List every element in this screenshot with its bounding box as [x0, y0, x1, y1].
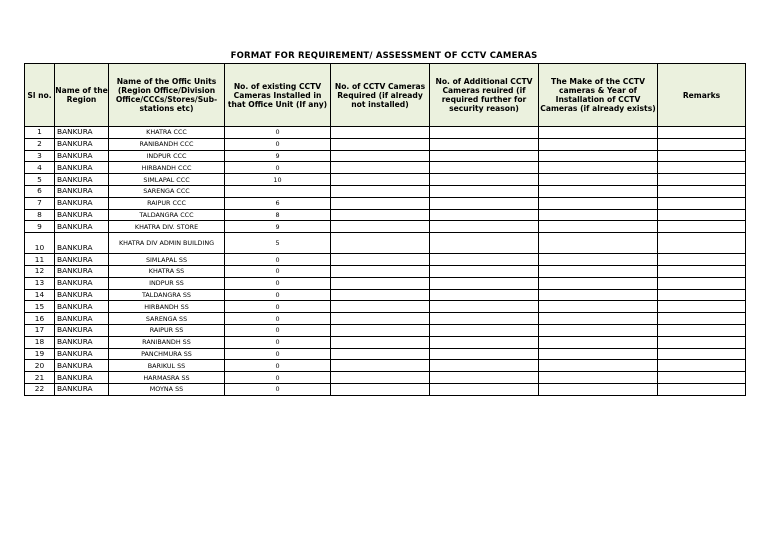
cell-region-name: BANKURA	[55, 127, 109, 139]
cell-office-unit: RAIPUR SS	[109, 324, 225, 336]
cell-existing-cameras: 0	[225, 277, 331, 289]
header-make-year: The Make of the CCTV cameras & Year of Installation of CCTV Cameras (if already exists)	[539, 64, 658, 127]
cell-make-year	[539, 336, 658, 348]
cell-region-name: BANKURA	[55, 372, 109, 384]
cell-required-cameras	[331, 348, 430, 360]
cell-required-cameras	[331, 221, 430, 233]
cell-additional-cameras	[430, 162, 539, 174]
table-row	[25, 162, 746, 174]
cell-existing-cameras: 0	[225, 348, 331, 360]
cell-sl-no: 17	[25, 324, 55, 336]
cell-region-name: BANKURA	[55, 221, 109, 233]
cell-remarks	[658, 277, 746, 289]
cell-region-name: BANKURA	[55, 348, 109, 360]
cell-region-name: BANKURA	[55, 233, 109, 254]
cell-make-year	[539, 254, 658, 266]
cell-additional-cameras	[430, 348, 539, 360]
cell-make-year	[539, 324, 658, 336]
cell-make-year	[539, 150, 658, 162]
cctv-requirement-table	[24, 63, 746, 396]
cell-sl-no: 21	[25, 372, 55, 384]
header-remarks: Remarks	[658, 64, 746, 127]
cell-office-unit: RANIBANDH CCC	[109, 138, 225, 150]
cell-office-unit: TALDANGRA CCC	[109, 209, 225, 221]
cell-existing-cameras: 0	[225, 127, 331, 139]
cell-required-cameras	[331, 336, 430, 348]
table-row	[25, 209, 746, 221]
cell-required-cameras	[331, 174, 430, 186]
cell-additional-cameras	[430, 233, 539, 254]
cell-remarks	[658, 138, 746, 150]
cell-region-name: BANKURA	[55, 265, 109, 277]
header-required-cameras: No. of CCTV Cameras Required (if already not installed)	[331, 64, 430, 127]
cell-sl-no: 4	[25, 162, 55, 174]
cell-existing-cameras	[225, 185, 331, 197]
cell-remarks	[658, 162, 746, 174]
cell-additional-cameras	[430, 336, 539, 348]
cell-office-unit: RANIBANDH SS	[109, 336, 225, 348]
cell-region-name: BANKURA	[55, 254, 109, 266]
cell-additional-cameras	[430, 221, 539, 233]
cell-required-cameras	[331, 138, 430, 150]
cell-required-cameras	[331, 301, 430, 313]
cell-additional-cameras	[430, 372, 539, 384]
cell-additional-cameras	[430, 277, 539, 289]
cell-additional-cameras	[430, 185, 539, 197]
cell-remarks	[658, 265, 746, 277]
cell-required-cameras	[331, 277, 430, 289]
cell-sl-no: 12	[25, 265, 55, 277]
cell-region-name: BANKURA	[55, 313, 109, 325]
cell-make-year	[539, 289, 658, 301]
cell-region-name: BANKURA	[55, 324, 109, 336]
cell-office-unit: HIRBANDH CCC	[109, 162, 225, 174]
cell-office-unit: BARIKUL SS	[109, 360, 225, 372]
cell-additional-cameras	[430, 324, 539, 336]
cell-existing-cameras: 0	[225, 254, 331, 266]
cell-additional-cameras	[430, 138, 539, 150]
cell-remarks	[658, 209, 746, 221]
table-row	[25, 301, 746, 313]
cell-additional-cameras	[430, 360, 539, 372]
cell-existing-cameras: 0	[225, 162, 331, 174]
table-row	[25, 324, 746, 336]
cell-sl-no: 13	[25, 277, 55, 289]
cell-remarks	[658, 313, 746, 325]
cell-required-cameras	[331, 209, 430, 221]
cell-additional-cameras	[430, 127, 539, 139]
cell-existing-cameras: 0	[225, 383, 331, 395]
cell-region-name: BANKURA	[55, 185, 109, 197]
cell-remarks	[658, 233, 746, 254]
table-row	[25, 197, 746, 209]
cell-make-year	[539, 197, 658, 209]
cell-office-unit: HIRBANDH SS	[109, 301, 225, 313]
cell-remarks	[658, 197, 746, 209]
cell-region-name: BANKURA	[55, 383, 109, 395]
cell-sl-no: 11	[25, 254, 55, 266]
cell-required-cameras	[331, 360, 430, 372]
table-row	[25, 336, 746, 348]
cell-make-year	[539, 233, 658, 254]
header-additional-cameras: No. of Additional CCTV Cameras reuired (if required further for security reason)	[430, 64, 539, 127]
cell-office-unit: SARENGA CCC	[109, 185, 225, 197]
cell-required-cameras	[331, 197, 430, 209]
cell-additional-cameras	[430, 383, 539, 395]
cell-region-name: BANKURA	[55, 162, 109, 174]
table-row	[25, 383, 746, 395]
cell-office-unit: TALDANGRA SS	[109, 289, 225, 301]
cell-sl-no: 1	[25, 127, 55, 139]
cell-sl-no: 18	[25, 336, 55, 348]
cell-region-name: BANKURA	[55, 301, 109, 313]
cell-required-cameras	[331, 162, 430, 174]
table-row	[25, 289, 746, 301]
cell-required-cameras	[331, 383, 430, 395]
cell-office-unit: SIMLAPAL SS	[109, 254, 225, 266]
cell-sl-no: 9	[25, 221, 55, 233]
cell-make-year	[539, 277, 658, 289]
cell-make-year	[539, 301, 658, 313]
header-office-unit: Name of the Offic Units (Region Office/Division Office/CCCs/Stores/Sub-stations etc)	[109, 64, 225, 127]
cell-required-cameras	[331, 233, 430, 254]
cell-existing-cameras: 6	[225, 197, 331, 209]
cell-sl-no: 6	[25, 185, 55, 197]
cell-additional-cameras	[430, 209, 539, 221]
cell-make-year	[539, 348, 658, 360]
cell-additional-cameras	[430, 197, 539, 209]
cell-region-name: BANKURA	[55, 174, 109, 186]
table-row	[25, 233, 746, 254]
cell-make-year	[539, 383, 658, 395]
cell-remarks	[658, 324, 746, 336]
document-title: FORMAT FOR REQUIREMENT/ ASSESSMENT OF CCTV CAMERAS	[230, 51, 538, 61]
cell-required-cameras	[331, 254, 430, 266]
cell-existing-cameras: 0	[225, 336, 331, 348]
cell-sl-no: 16	[25, 313, 55, 325]
cell-make-year	[539, 265, 658, 277]
cell-office-unit: KHATRA DIV. STORE	[109, 221, 225, 233]
cell-office-unit: PANCHMURA SS	[109, 348, 225, 360]
table-row	[25, 265, 746, 277]
cell-office-unit: INDPUR CCC	[109, 150, 225, 162]
table-row	[25, 372, 746, 384]
cell-make-year	[539, 185, 658, 197]
cell-region-name: BANKURA	[55, 197, 109, 209]
cell-region-name: BANKURA	[55, 336, 109, 348]
table-body	[25, 127, 746, 396]
cell-additional-cameras	[430, 265, 539, 277]
cell-make-year	[539, 313, 658, 325]
cell-remarks	[658, 383, 746, 395]
cell-sl-no: 15	[25, 301, 55, 313]
cell-remarks	[658, 174, 746, 186]
header-sl-no: Sl no.	[25, 64, 55, 127]
cell-office-unit: RAIPUR CCC	[109, 197, 225, 209]
cell-make-year	[539, 221, 658, 233]
cell-required-cameras	[331, 313, 430, 325]
cell-sl-no: 14	[25, 289, 55, 301]
cell-office-unit: SIMLAPAL CCC	[109, 174, 225, 186]
cell-office-unit: KHATRA CCC	[109, 127, 225, 139]
cell-additional-cameras	[430, 301, 539, 313]
cell-region-name: BANKURA	[55, 289, 109, 301]
cell-office-unit: HARMASRA SS	[109, 372, 225, 384]
table-row	[25, 277, 746, 289]
table-row	[25, 221, 746, 233]
cell-existing-cameras: 5	[225, 233, 331, 254]
cell-required-cameras	[331, 185, 430, 197]
cell-make-year	[539, 127, 658, 139]
table-row	[25, 360, 746, 372]
cell-sl-no: 5	[25, 174, 55, 186]
cell-sl-no: 19	[25, 348, 55, 360]
cell-additional-cameras	[430, 313, 539, 325]
cell-additional-cameras	[430, 150, 539, 162]
cell-sl-no: 22	[25, 383, 55, 395]
cell-sl-no: 7	[25, 197, 55, 209]
cell-remarks	[658, 372, 746, 384]
cell-make-year	[539, 360, 658, 372]
table-row	[25, 348, 746, 360]
table-row	[25, 127, 746, 139]
cell-make-year	[539, 209, 658, 221]
cell-required-cameras	[331, 150, 430, 162]
header-region-name: Name of the Region	[55, 64, 109, 127]
cell-existing-cameras: 0	[225, 289, 331, 301]
table-row	[25, 185, 746, 197]
cell-required-cameras	[331, 289, 430, 301]
cell-existing-cameras: 0	[225, 313, 331, 325]
cell-sl-no: 20	[25, 360, 55, 372]
cell-office-unit: SARENGA SS	[109, 313, 225, 325]
cell-existing-cameras: 0	[225, 138, 331, 150]
cell-existing-cameras: 0	[225, 372, 331, 384]
cell-required-cameras	[331, 127, 430, 139]
cell-existing-cameras: 10	[225, 174, 331, 186]
table-row	[25, 138, 746, 150]
cell-make-year	[539, 138, 658, 150]
cell-remarks	[658, 185, 746, 197]
cell-existing-cameras: 0	[225, 301, 331, 313]
cell-remarks	[658, 221, 746, 233]
cell-remarks	[658, 289, 746, 301]
table-row	[25, 174, 746, 186]
cell-make-year	[539, 372, 658, 384]
cell-remarks	[658, 254, 746, 266]
cell-region-name: BANKURA	[55, 277, 109, 289]
cell-region-name: BANKURA	[55, 209, 109, 221]
cell-additional-cameras	[430, 254, 539, 266]
cell-sl-no: 10	[25, 233, 55, 254]
cell-remarks	[658, 336, 746, 348]
cell-sl-no: 2	[25, 138, 55, 150]
cell-remarks	[658, 360, 746, 372]
cell-remarks	[658, 150, 746, 162]
cell-office-unit: KHATRA SS	[109, 265, 225, 277]
cell-office-unit: INDPUR SS	[109, 277, 225, 289]
table-header-row	[25, 64, 746, 127]
cell-existing-cameras: 8	[225, 209, 331, 221]
table-row	[25, 150, 746, 162]
cell-office-unit: MOYNA SS	[109, 383, 225, 395]
cell-remarks	[658, 127, 746, 139]
cell-region-name: BANKURA	[55, 360, 109, 372]
cell-existing-cameras: 0	[225, 324, 331, 336]
cell-remarks	[658, 301, 746, 313]
cell-additional-cameras	[430, 289, 539, 301]
table-row	[25, 254, 746, 266]
cell-required-cameras	[331, 265, 430, 277]
cell-office-unit: KHATRA DIV ADMIN BUILDING	[109, 233, 225, 254]
cell-existing-cameras: 0	[225, 265, 331, 277]
cell-sl-no: 3	[25, 150, 55, 162]
table-row	[25, 313, 746, 325]
cell-additional-cameras	[430, 174, 539, 186]
cell-required-cameras	[331, 324, 430, 336]
cell-existing-cameras: 9	[225, 150, 331, 162]
cell-remarks	[658, 348, 746, 360]
cell-required-cameras	[331, 372, 430, 384]
header-existing-cameras: No. of existing CCTV Cameras Installed in that Office Unit (If any)	[225, 64, 331, 127]
cell-existing-cameras: 0	[225, 360, 331, 372]
cell-sl-no: 8	[25, 209, 55, 221]
cell-region-name: BANKURA	[55, 150, 109, 162]
cell-make-year	[539, 174, 658, 186]
cell-region-name: BANKURA	[55, 138, 109, 150]
cell-make-year	[539, 162, 658, 174]
cell-existing-cameras: 9	[225, 221, 331, 233]
